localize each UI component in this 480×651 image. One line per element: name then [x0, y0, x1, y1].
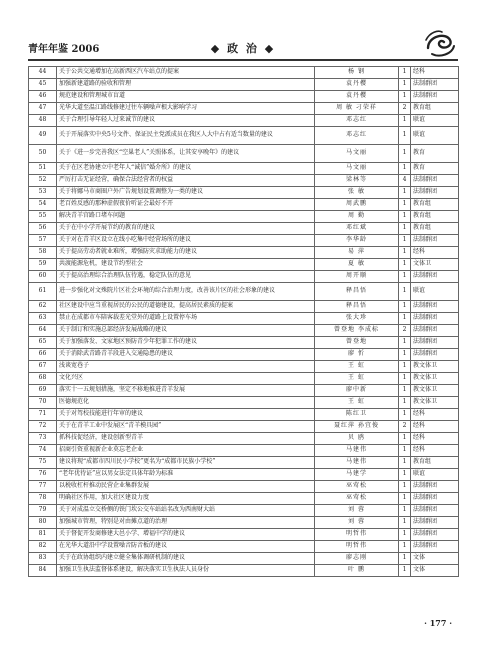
proposer-count: 1 [399, 163, 411, 175]
proposer-count: 1 [399, 223, 411, 235]
category: 经科 [411, 421, 459, 433]
page-number: · 177 · [424, 618, 452, 628]
table-row [29, 127, 459, 145]
proposal-title: 文化兴区 [57, 373, 315, 385]
table-row [29, 247, 459, 259]
table-row [29, 79, 459, 91]
category: 法制群团 [411, 493, 459, 505]
proposer-name: 王 虹 [315, 373, 399, 385]
proposer-name: 马建学 [315, 469, 399, 481]
table-row [29, 313, 459, 325]
proposer-count: 1 [399, 247, 411, 259]
section-title: ◆ 政 治 ◆ [210, 42, 276, 55]
category: 教文体卫 [411, 373, 459, 385]
table-row [29, 325, 459, 337]
row-number: 81 [29, 529, 57, 541]
proposer-name: 聂红萍 孙宜俊 [315, 421, 399, 433]
proposer-count: 1 [399, 385, 411, 397]
proposer-count: 2 [399, 103, 411, 115]
proposer-count: 1 [399, 565, 411, 577]
table-row [29, 67, 459, 79]
category: 法制群团 [411, 79, 459, 91]
category: 法制群团 [411, 541, 459, 553]
proposer-name: 巫莺松 [315, 493, 399, 505]
table-row [29, 505, 459, 517]
table-row [29, 373, 459, 385]
table-row [29, 199, 459, 211]
category: 法制群团 [411, 187, 459, 199]
proposer-name: 易 萍 [315, 247, 399, 259]
proposal-title: 关于在政协组织内建立健全集体调研机制的建议 [57, 553, 315, 565]
proposer-name: 夏 敏 [315, 259, 399, 271]
proposer-count: 1 [399, 361, 411, 373]
proposal-title: 加强卫生执法监督体系建设，解决落实卫生执法人员身份 [57, 565, 315, 577]
category: 联谊 [411, 115, 459, 127]
row-number: 53 [29, 187, 57, 199]
proposer-name: 张 敏 [315, 187, 399, 199]
table-row [29, 397, 459, 409]
proposer-name: 陈红卫 [315, 409, 399, 421]
category: 法制群团 [411, 301, 459, 313]
proposal-title: 关于《进一步完善我区“空巢老人”关照体系，让其安享晚年》的建议 [57, 145, 315, 163]
table-row [29, 493, 459, 505]
proposal-title: 关于对驾校技能进行年审的建议 [57, 409, 315, 421]
proposer-name: 刘 蓉 [315, 517, 399, 529]
proposal-table [28, 66, 459, 577]
proposer-count: 1 [399, 313, 411, 325]
proposer-name: 释昌悟 [315, 283, 399, 301]
proposal-title: 明确社区作用，加大社区建设力度 [57, 493, 315, 505]
row-number: 55 [29, 211, 57, 223]
proposer-count: 1 [399, 127, 411, 145]
proposal-title: 加强城市管理，特别是对由摊点道的治理 [57, 517, 315, 529]
proposer-count: 1 [399, 469, 411, 481]
proposer-count: 1 [399, 211, 411, 223]
proposer-count: 1 [399, 271, 411, 283]
row-number: 56 [29, 223, 57, 235]
proposer-name: 袁丹樱 [315, 79, 399, 91]
proposer-name: 廖中新 [315, 385, 399, 397]
category: 教育组 [411, 199, 459, 211]
proposal-title: 关于消除武青路青羊段进入交通隐患的建议 [57, 349, 315, 361]
table-row [29, 565, 459, 577]
row-number: 65 [29, 337, 57, 349]
proposer-name: 梁林等 [315, 175, 399, 187]
table-row [29, 211, 459, 223]
proposer-name: 王 虹 [315, 361, 399, 373]
proposer-name: 贝 鸥 [315, 433, 399, 445]
row-number: 71 [29, 409, 57, 421]
row-number: 75 [29, 457, 57, 469]
row-number: 62 [29, 301, 57, 313]
proposer-count: 2 [399, 421, 411, 433]
proposer-name: 明哲伟 [315, 529, 399, 541]
row-number: 73 [29, 433, 57, 445]
proposal-title: 关于督促开发商修建大邑小学、增福中学的建议 [57, 529, 315, 541]
category: 教育 [411, 163, 459, 175]
category: 联谊 [411, 283, 459, 301]
proposer-name: 叶 鹏 [315, 565, 399, 577]
proposer-count: 1 [399, 409, 411, 421]
proposal-title: 关于提高劳动者就业难所，增强防灾求助能力的建议 [57, 247, 315, 259]
header-rule [28, 59, 458, 61]
proposer-name: 曾登地 李成标 [315, 325, 399, 337]
row-number: 63 [29, 313, 57, 325]
table-row [29, 271, 459, 283]
category: 教育组 [411, 211, 459, 223]
proposal-title: 建议将现“成都市四川民小学校”更名为“成都市民族小学校” [57, 457, 315, 469]
proposer-count: 1 [399, 91, 411, 103]
table-row [29, 421, 459, 433]
category: 文体 [411, 553, 459, 565]
proposal-title: 在光华大道沿中学设置噪音防音板的建议 [57, 541, 315, 553]
category: 法制群团 [411, 313, 459, 325]
proposal-title: 关于提高治理综合治理队伍待遇，稳定队伍的意见 [57, 271, 315, 283]
proposer-count: 1 [399, 337, 411, 349]
row-number: 79 [29, 505, 57, 517]
category: 经科 [411, 247, 459, 259]
proposal-title: 进一步强化对文殊院片区社会环境的综合治理力度，改善该片区的社会形象的建议 [57, 283, 315, 301]
table-row [29, 337, 459, 349]
table-row [29, 175, 459, 187]
proposer-count: 1 [399, 187, 411, 199]
table-row [29, 529, 459, 541]
table-row [29, 349, 459, 361]
proposer-count: 1 [399, 493, 411, 505]
proposer-name: 周 敏 刁荣祥 [315, 103, 399, 115]
row-number: 82 [29, 541, 57, 553]
row-number: 68 [29, 373, 57, 385]
page-header [28, 40, 452, 56]
table-row [29, 541, 459, 553]
proposal-title: 规范建设和管理城市盲道 [57, 91, 315, 103]
proposer-count: 4 [399, 175, 411, 187]
proposer-count: 1 [399, 199, 411, 211]
row-number: 72 [29, 421, 57, 433]
table-row [29, 433, 459, 445]
proposer-count: 1 [399, 349, 411, 361]
proposer-name: 邓志红 [315, 127, 399, 145]
proposal-title: 禁止在成都市车陪客载差光堂外的道路上设置停车场 [57, 313, 315, 325]
category: 法制群团 [411, 235, 459, 247]
proposer-count: 1 [399, 529, 411, 541]
proposal-title: 加强新建道路的验收和管理 [57, 79, 315, 91]
proposal-title: 解决青羊宫路口堵车问题 [57, 211, 315, 223]
table-row [29, 457, 459, 469]
category: 经科 [411, 409, 459, 421]
category: 联谊 [411, 469, 459, 481]
proposal-title: 关于制订和实施总部经济发展战略的建议 [57, 325, 315, 337]
proposer-count: 1 [399, 433, 411, 445]
proposer-count: 1 [399, 259, 411, 271]
row-number: 45 [29, 79, 57, 91]
category: 法制群团 [411, 175, 459, 187]
category: 法制群团 [411, 337, 459, 349]
proposer-name: 邓红斌 [315, 223, 399, 235]
proposer-name: 曾登地 [315, 337, 399, 349]
row-number: 61 [29, 283, 57, 301]
proposer-count: 1 [399, 373, 411, 385]
proposal-title: 关于在区老协建立中老年人“诚信”婚介所》的建议 [57, 163, 315, 175]
row-number: 50 [29, 145, 57, 163]
table-row [29, 91, 459, 103]
row-number: 49 [29, 127, 57, 145]
proposer-count: 1 [399, 235, 411, 247]
category: 法制群团 [411, 481, 459, 493]
row-number: 64 [29, 325, 57, 337]
row-number: 54 [29, 199, 57, 211]
proposer-count: 1 [399, 505, 411, 517]
proposal-title: 浅谈宽巷子 [57, 361, 315, 373]
proposal-title: 共渡能源危机，建设节约型社会 [57, 259, 315, 271]
proposer-name: 廖 忻 [315, 349, 399, 361]
row-number: 78 [29, 493, 57, 505]
proposer-count: 1 [399, 301, 411, 313]
category: 经科 [411, 67, 459, 79]
proposal-title: 关于公共交通增加在高新西区汽车站点的提案 [57, 67, 315, 79]
proposer-count: 2 [399, 325, 411, 337]
proposal-title: 关于在中小学开展节约的教育的建议 [57, 223, 315, 235]
book-title: 青年年鉴 2006 [28, 44, 100, 55]
table-row [29, 385, 459, 397]
category: 文体卫 [411, 259, 459, 271]
row-number: 58 [29, 247, 57, 259]
row-number: 77 [29, 481, 57, 493]
proposer-name: 马文丽 [315, 163, 399, 175]
proposal-title: 光华大道至温江路线修建过往车辆噪声根大影响学习 [57, 103, 315, 115]
category: 经科 [411, 445, 459, 457]
proposal-title: 关于对成温立交桥侧的铁门坎公交车站站名改为西南财大站 [57, 505, 315, 517]
proposal-title: 关于开展落实中央5号文件、保证民主党派成员在我区人大中占有适当数量的建议 [57, 127, 315, 145]
category: 联谊 [411, 127, 459, 145]
proposer-name: 周 勤 [315, 211, 399, 223]
table-row [29, 163, 459, 175]
proposer-count: 1 [399, 67, 411, 79]
table-row [29, 445, 459, 457]
row-number: 66 [29, 349, 57, 361]
proposer-name: 明哲伟 [315, 541, 399, 553]
category: 教育 [411, 145, 459, 163]
proposal-title: 招商引资重视新企业莫忘老企业 [57, 445, 315, 457]
table-row [29, 223, 459, 235]
category: 法制群团 [411, 505, 459, 517]
proposer-count: 1 [399, 541, 411, 553]
table-row [29, 409, 459, 421]
category: 教文体卫 [411, 385, 459, 397]
proposal-title: 关于将娜马市商圈户外广告规划设置调整为一类的建议 [57, 187, 315, 199]
proposal-title: 关于在青羊工业中发展区“青羊模具园” [57, 421, 315, 433]
category: 经科 [411, 433, 459, 445]
table-row [29, 517, 459, 529]
proposer-name: 马文丽 [315, 145, 399, 163]
proposer-name: 马建伟 [315, 457, 399, 469]
row-number: 57 [29, 235, 57, 247]
proposal-title: 关于加强落发、文家地区预防青少年犯罪工作的建议 [57, 337, 315, 349]
row-number: 47 [29, 103, 57, 115]
category: 法制群团 [411, 271, 459, 283]
row-number: 51 [29, 163, 57, 175]
table-row [29, 301, 459, 313]
proposal-title: 关于对在青羊区设立在线小吃集中经营场所的建议 [57, 235, 315, 247]
proposer-name: 廖志刚 [315, 553, 399, 565]
row-number: 44 [29, 67, 57, 79]
row-number: 52 [29, 175, 57, 187]
proposer-count: 1 [399, 115, 411, 127]
row-number: 70 [29, 397, 57, 409]
proposer-count: 1 [399, 517, 411, 529]
proposer-name: 袁丹樱 [315, 91, 399, 103]
row-number: 80 [29, 517, 57, 529]
proposer-name: 李华龄 [315, 235, 399, 247]
row-number: 83 [29, 553, 57, 565]
proposer-count: 1 [399, 283, 411, 301]
table-row [29, 145, 459, 163]
table-row [29, 235, 459, 247]
proposer-name: 周武鹏 [315, 199, 399, 211]
row-number: 48 [29, 115, 57, 127]
proposal-title: 以税收杠杆推动民营企业集群发展 [57, 481, 315, 493]
row-number: 74 [29, 445, 57, 457]
proposal-title: 严厉打击无证经营，确保合法经营者的权益 [57, 175, 315, 187]
proposer-name: 杨 钢 [315, 67, 399, 79]
table-row [29, 553, 459, 565]
category: 教育组 [411, 223, 459, 235]
category: 法制群团 [411, 349, 459, 361]
proposer-name: 邓志红 [315, 115, 399, 127]
proposer-name: 刘 蓉 [315, 505, 399, 517]
proposal-title: 抓科技促经济，建设创新型青羊 [57, 433, 315, 445]
row-number: 46 [29, 91, 57, 103]
table-row [29, 361, 459, 373]
proposer-name: 马建伟 [315, 445, 399, 457]
row-number: 67 [29, 361, 57, 373]
table-row [29, 283, 459, 301]
proposal-table-body [29, 67, 459, 577]
proposal-title: 关于合理引导年轻人过来诚节的建议 [57, 115, 315, 127]
proposer-name: 巫莺松 [315, 481, 399, 493]
proposer-name: 王 虹 [315, 397, 399, 409]
table-row [29, 481, 459, 493]
category: 教育组 [411, 457, 459, 469]
row-number: 60 [29, 271, 57, 283]
table-row [29, 103, 459, 115]
proposer-name: 释昌悟 [315, 301, 399, 313]
category: 教文体卫 [411, 361, 459, 373]
category: 法制群团 [411, 325, 459, 337]
category: 文体 [411, 565, 459, 577]
proposer-name: 张大珍 [315, 313, 399, 325]
swirl-logo-icon [422, 26, 458, 62]
row-number: 76 [29, 469, 57, 481]
category: 法制群团 [411, 91, 459, 103]
category: 法制群团 [411, 517, 459, 529]
category: 法制群团 [411, 529, 459, 541]
proposer-count: 1 [399, 553, 411, 565]
table-row [29, 259, 459, 271]
table-row [29, 115, 459, 127]
proposal-title: “老年优待证”应以男女法定具体年龄为标准 [57, 469, 315, 481]
category: 教文体卫 [411, 397, 459, 409]
row-number: 59 [29, 259, 57, 271]
proposal-title: 老百姓反感的那种虚假夜价听证会最好不开 [57, 199, 315, 211]
table-row [29, 187, 459, 199]
proposer-count: 1 [399, 481, 411, 493]
proposal-title: 医德规范化 [57, 397, 315, 409]
proposer-count: 1 [399, 457, 411, 469]
row-number: 69 [29, 385, 57, 397]
proposal-title: 社区建设中应当重视居民的公民的道德建设，提高居民素质的提案 [57, 301, 315, 313]
table-row [29, 469, 459, 481]
proposer-count: 1 [399, 79, 411, 91]
proposal-title: 落实十一五规划措施，坚定不移地推进青羊发展 [57, 385, 315, 397]
category: 教育组 [411, 103, 459, 115]
row-number: 84 [29, 565, 57, 577]
proposer-name: 周开顺 [315, 271, 399, 283]
proposer-count: 1 [399, 397, 411, 409]
proposer-count: 1 [399, 145, 411, 163]
proposer-count: 1 [399, 445, 411, 457]
